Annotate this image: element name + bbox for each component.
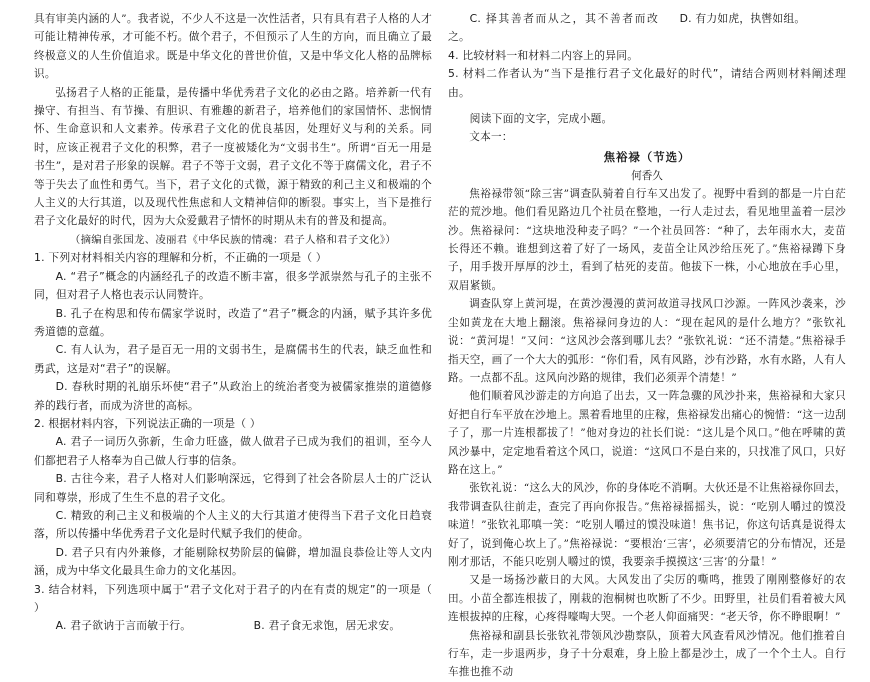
question-3-option-b: B. 君子食无求饱，居无求安。 (253, 619, 401, 633)
story-paragraph: 焦裕禄带领“除三害”调查队骑着自行车又出发了。视野中看到的都是一片白茫茫的荒沙地。他们看见路边几个社员在整地，一行人走过去，看见地里盖着一层沙沙。焦裕禄问：“这块地没种麦子吗？”一个社员回答：“种了，去年雨水大，麦苗长得还不赖。谁想到这着了好了一场风，麦苗全让风沙给压死了。”焦裕禄蹲下身子，用手拨开厚厚的沙土，看到了枯死的麦苗。他拔下一株，小心地放在手心里，双眉紧锁。 (448, 187, 846, 292)
question-3-option-a: A. 君子欲讷于言而敏于行。 (55, 619, 192, 633)
spacer (448, 102, 846, 110)
passage-source: （摘编自张国龙、凌丽君《中华民族的情魂：君子人格和君子文化》） (69, 233, 397, 246)
question-2-option-b: B. 古往今来，君子人格对人们影响深远，它得到了社会各阶层人士的广泛认同和尊崇，形成了生生不息的君子文化。 (34, 472, 432, 504)
left-column (34, 10, 432, 633)
question-3-stem: 3. 结合材料，下列选项中属于“君子文化对于君子的内在有责的规定”的一项是（ ） (34, 582, 432, 614)
question-2-option-a: A. 君子一词历久弥新，生命力旺盛，做人做君子已成为我们的祖训，至今人们都把君子人格奉为自己做人行事的信条。 (34, 435, 432, 467)
question-1-option-c: C. 有人认为，君子是百无一用的文弱书生，是腐儒书生的代表，缺乏血性和勇武，这是对“君子”的误解。 (34, 343, 432, 375)
story-title: 焦裕禄（节选） (603, 149, 691, 164)
story-paragraph: 调查队穿上黄河堤，在黄沙漫漫的黄河故道寻找风口沙源。一阵风沙袭来，沙尘如黄龙在大地上翻滚。焦裕禄问身边的人：“现在起风的是什么地方？”张钦礼说：“黄河堤！”又问：“这风沙会落到哪儿去？”张钦礼说：“还不清楚。”焦裕禄手指天空，画了一个大大的弧形：“你们看，风有风路，沙有沙路，水有水路，人有人路。一点都不乱。这风向沙路的规律，我们必须弄个清楚！” (448, 298, 846, 384)
story-paragraph: 又是一场扬沙蔽日的大风。大风发出了尖厉的嘶鸣，推毁了刚刚整修好的农田。小苗全都连根拔了，刚栽的泡桐树也吹断了不少。田野里，社员们看着被大风连根拔掉的庄稼，心疼得嚎啕大哭。一个老人仰面痛哭：“老天爷，你不睁眼啊！” (448, 574, 846, 624)
question-5-stem: 5. 材料二作者认为“当下是推行君子文化最好的时代”，请结合两则材料阐述理由。 (448, 67, 846, 99)
question-3-option-d: D. 有力如虎，执辔如组。 (679, 12, 806, 25)
question-2-option-d: D. 君子只有内外兼修，才能剔除权势阶层的偏僻，增加温良恭俭让等人文内涵，成为中华文化最具生命力的文化基因。 (34, 545, 432, 578)
reading-instruction: 阅读下面的文字，完成小题。 (469, 112, 613, 126)
story-paragraph: 他们顺着风沙游走的方向追了出去，又一阵急骤的风沙扑来，焦裕禄和大家只好把自行车平放在沙地上。黑着看地里的庄稼，焦裕禄发出痛心的惋惜：“这一边刮子了，那一片连根都拔了！”他对身边的社长们说：“这儿是个风口。”他在呼啸的黄风沙暴中，定定地看着这个风口，说道：“这风口不是白来的，只找准了风口，只好路在这上。” (448, 390, 846, 476)
passage-paragraph: 弘扬君子人格的正能量，是传播中华优秀君子文化的必由之路。培养新一代有操守、有担当、有节操、有胆识、有雅趣的新君子，培养他们的家国情怀、悲悯情怀、生命意识和人文素养。传承君子文化的优良基因，处理好义与利的关系。同时，应该正视君子文化的积弊，君子一度被矮化为“文弱书生”。所谓“百无一用是书生”，是对君子形象的误解。君子不等于文弱，君子文化不等于腐儒文化，君子不等于失去了血性和勇气。当下，君子文化的式微，源于精致的利己主义和极端的个人主义的大行其道，以及现代性焦虑和人文精神信仰的断裂。事实上，当下是推行君子文化最好的时代，因为大众爱戴君子情怀的时期从未有的普及和提高。 (34, 86, 432, 228)
question-3-options-row-1 (34, 617, 432, 635)
text-label: 文本一： (469, 131, 513, 144)
story-paragraph: 焦裕禄和副县长张钦礼带领风沙勘察队，顶着大风查看风沙情况。他们推着自行车，走一步退两步，身子十分艰难，身上脸上都是沙土，成了一个个土人。自行车推也推不动 (448, 629, 846, 679)
right-column (448, 10, 846, 679)
story-paragraph: 张钦礼说：“这么大的风沙，你的身体吃不消啊。大伙还是不让焦裕禄你回去，我带调查队往前走，查完了再向你报告。”焦裕禄摇摇头，说：“吃别人嚼过的馍没味道！”张钦礼耶嗔一笑：“吃别人嚼过的馍没味道！焦书记，你这句话真是说得太好了，说到俺心坎上了。”焦裕禄说：“要根治‘三害’，必须要清它的分布情况，还是刚才那话，不能只吃别人嚼过的馍，我要亲手摸摸这‘三害’的分量！” (448, 482, 846, 568)
question-1-option-a: A. “君子”概念的内涵经孔子的改造不断丰富，很多学派崇然与孔子的主张不同，但对君子人格也表示认同赞许。 (34, 269, 432, 302)
passage-paragraph: 具有审美内涵的人”。我者说，不少人不这是一次性活者，只有具有君子人格的人才可能让精神传承，才可能不朽。做个君子，不但预示了人生的方向，而且确立了最终极意义的人生价值追求。既是中华文化的普世价值，又是中华文化人格的品牌标识。 (34, 13, 432, 81)
question-3-option-c: C. 择其善者而从之，其不善者而改之。 (448, 12, 658, 44)
story-author: 何香久 (631, 169, 663, 182)
question-1-stem: 1. 下列对材料相关内容的理解和分析，不正确的一项是（ ） (34, 251, 327, 265)
question-2-option-c: C. 精致的利己主义和极端的个人主义的大行其道才使得当下君子文化日趋衰落，所以传播中华优秀君子文化是时代赋予我们的使命。 (34, 508, 432, 541)
question-2-stem: 2. 根据材料内容，下列说法正确的一项是（ ） (34, 416, 261, 430)
question-4-stem: 4. 比较材料一和材料二内容上的异同。 (448, 48, 639, 62)
question-3-options-row-2 (448, 10, 846, 47)
question-1-option-d: D. 春秋时期的礼崩乐坏使“君子”从政治上的统治者变为被儒家推崇的道德修养的践行者，而成为济世的高标。 (34, 380, 432, 412)
question-1-option-b: B. 孔子在构思和传布儒家学说时，改造了“君子”概念的内涵，赋予其许多优秀道德的意蕴。 (34, 306, 432, 338)
